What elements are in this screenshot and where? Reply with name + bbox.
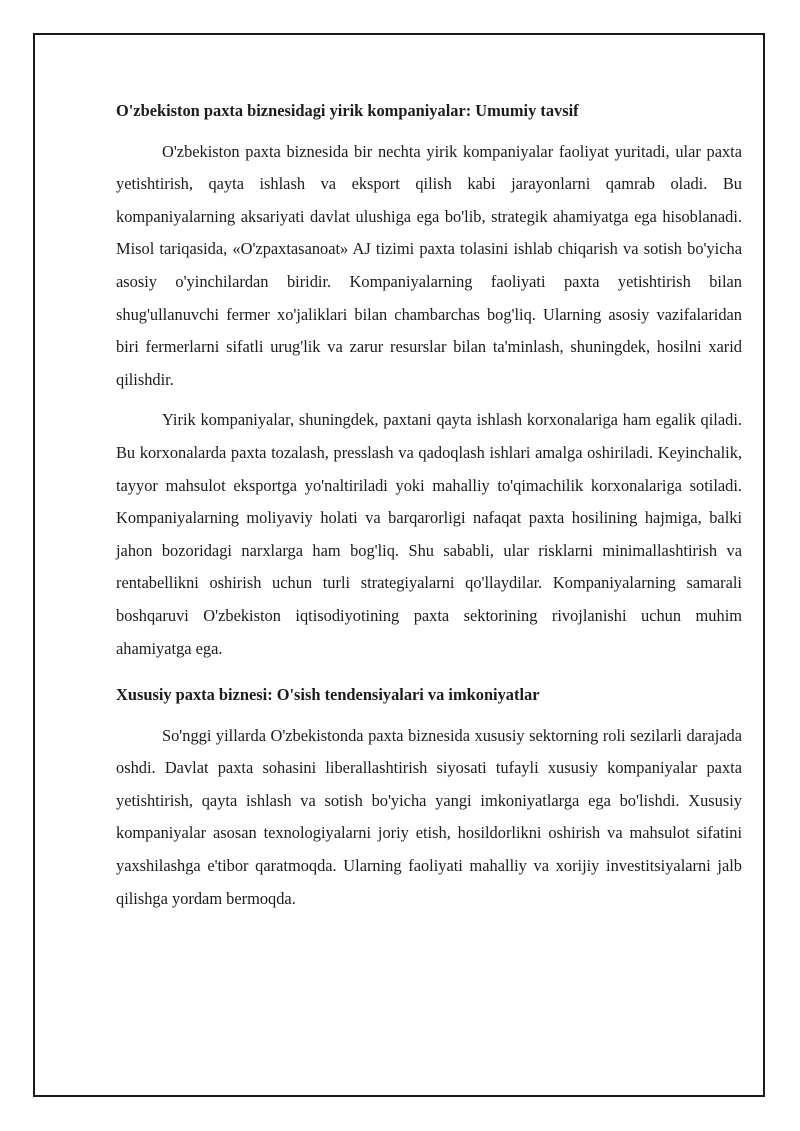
section-heading: O'zbekiston paxta biznesidagi yirik kompaniyalar: Umumiy tavsif [116,101,579,120]
paragraph: O'zbekiston paxta biznesida bir nechta yirik kompaniyalar faoliyat yuritadi, ular paxta yetishtirish, qayta ishlash va eksport qilish kabi jarayonlarni qamrab oladi. Bu kompaniyalarning aksariyati davlat ulushiga ega bo'lib, strategik ahamiyatga ega hisoblanadi. Misol tariqasida, «O'zpaxtasanoat» AJ tizimi paxta tolasini ishlab chiqarish va sotish bo'yicha asosiy o'yinchilardan biridir. Kompaniyalarning faoliyati paxta yetishtirish bilan shug'ullanuvchi fermer xo'jaliklari bilan chambarchas bog'liq. Ularning asosiy vazifalaridan biri fermerlarni sifatli urug'lik va zarur resurslar bilan ta'minlash, shuningdek, hosilni xarid qilishdir. [116,141,742,389]
section-heading: Xususiy paxta biznesi: O'sish tendensiyalari va imkoniyatlar [116,685,540,705]
paragraph: So'nggi yillarda O'zbekistonda paxta biznesida xususiy sektorning roli sezilarli darajada oshdi. Davlat paxta sohasini liberallashtirish siyosati tufayli xususiy kompaniyalar paxta yetishtirish, qayta ishlash va sotish bo'yicha yangi imkoniyatlarga ega bo'lishdi. Xususiy kompaniyalar asosan texnologiyalarni joriy etish, hosildorlikni oshirish va mahsulot sifatini yaxshilashga e'tibor qaratmoqda. Ularning faoliyati mahalliy va xorijiy investitsiyalarni jalb qilishga yordam bermoqda. [116,725,742,908]
paragraph: Yirik kompaniyalar, shuningdek, paxtani qayta ishlash korxonalariga ham egalik qiladi. Bu korxonalarda paxta tozalash, presslash va qadoqlash ishlari amalga oshiriladi. Keyinchalik, tayyor mahsulot eksportga yo'naltiriladi yoki mahalliy to'qimachilik korxonalariga sotiladi. Kompaniyalarning moliyaviy holati va barqarorligi nafaqat paxta hosilining hajmiga, balki jahon bozoridagi narxlarga ham bog'liq. Shu sababli, ular risklarni minimallashtirish va rentabellikni oshirish uchun turli strategiyalarni qo'llaydilar. Kompaniyalarning samarali boshqaruvi O'zbekiston iqtisodiyotining paxta sektorining rivojlanishi uchun muhim ahamiyatga ega. [116,410,742,658]
document-body [116,95,742,915]
